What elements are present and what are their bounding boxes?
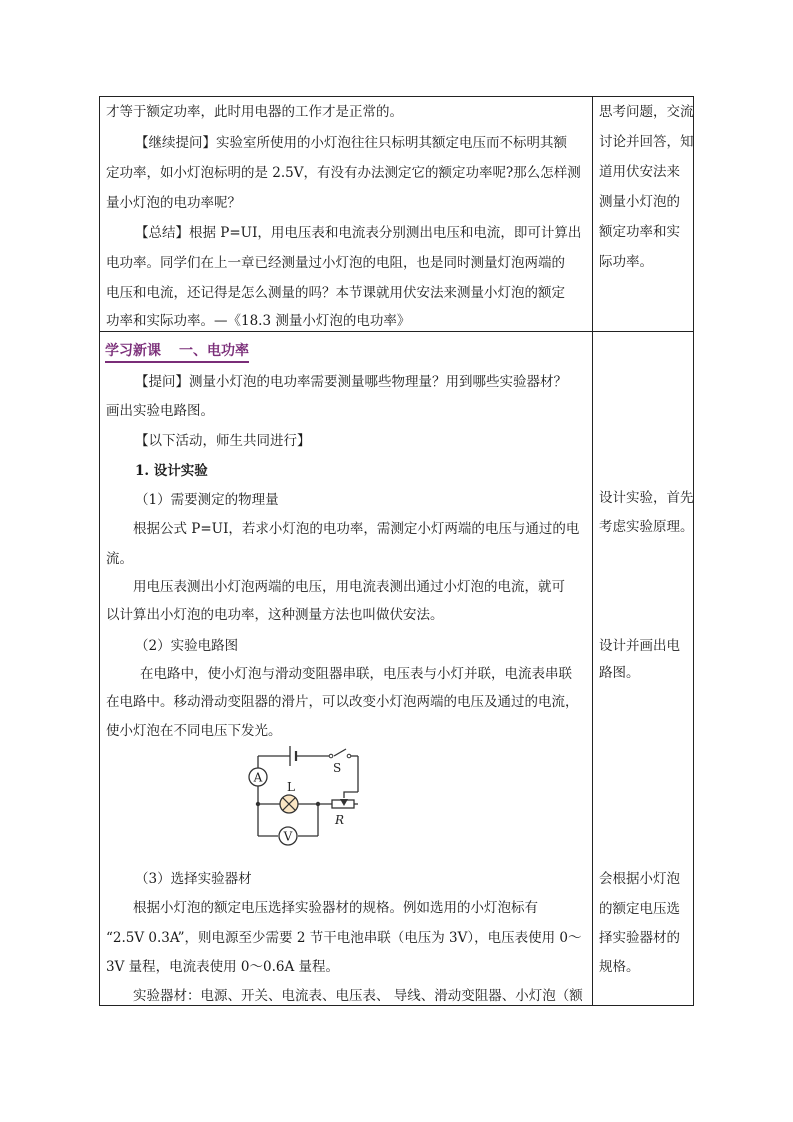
side2-note-a2: 考虑实验原理。 (599, 519, 694, 535)
para-3b: 在电路中。移动滑动变阻器的滑片，可以改变小灯泡两端的电压及通过的电流， (106, 694, 579, 710)
side-note-2: 讨论并回答，知 (599, 134, 694, 150)
junction-dot-right (316, 802, 320, 806)
para-3c: 使小灯泡在不同电压下发光。 (106, 723, 282, 739)
side2-note-c2: 的额定电压选 (599, 901, 680, 917)
rheostat-label: R (335, 813, 345, 827)
side-note-3: 道用伏安法来 (599, 164, 680, 180)
circuit-diagram (240, 740, 370, 852)
heading-design: 1. 设计实验 (135, 463, 208, 479)
para-3a: 在电路中，使小灯泡与滑动变阻器串联，电压表与小灯并联，电流表串联 (140, 666, 572, 682)
sub-heading-2: （2）实验电路图 (135, 638, 239, 654)
lamp-label: L (287, 780, 295, 794)
sub-heading-3: （3）选择实验器材 (135, 871, 252, 887)
para-2a: 用电压表测出小灯泡两端的电压，用电流表测出通过小灯泡的电流，就可 (133, 579, 565, 595)
side2-note-c1: 会根据小灯泡 (599, 871, 680, 887)
side2-note-c3: 择实验器材的 (599, 930, 680, 946)
section-heading (105, 342, 249, 363)
side-note-5: 额定功率和实 (599, 224, 680, 240)
switch-contact-right (347, 754, 351, 758)
para-4c: 3V 量程，电流表使用 0～0.6A 量程。 (106, 959, 340, 975)
para-1a: 根据公式 P=UI，若求小灯泡的电功率，需测定小灯两端的电压与通过的电 (133, 521, 580, 537)
junction-dot-left (256, 802, 260, 806)
row-divider (99, 331, 694, 332)
side2-note-b2: 路图。 (599, 665, 640, 681)
rheostat-slider-arrow (340, 799, 348, 806)
rheostat-slider-wire (344, 792, 358, 798)
para-2b: 以计算出小灯泡的电功率，这种测量方法也叫做伏安法。 (106, 607, 444, 623)
side2-note-a1: 设计实验，首先 (599, 490, 694, 506)
side-note-6: 际功率。 (599, 254, 653, 270)
upper-line-3: 定功率，如小灯泡标明的是 2.5V，有没有办法测定它的额定功率呢?那么怎样测 (106, 165, 581, 181)
upper-line-2: 【继续提问】实验室所使用的小灯泡往往只标明其额定电压而不标明其额 (135, 135, 567, 151)
equipment-line: 实验器材：电源、开关、电流表、电压表、 导线、滑动变阻器、小灯泡（额 (133, 988, 583, 1004)
side2-note-c4: 规格。 (599, 959, 640, 975)
side-note-1: 思考问题，交流 (599, 104, 694, 120)
switch-blade (334, 749, 346, 756)
column-divider (592, 96, 593, 1006)
upper-line-7: 电压和电流，还记得是怎么测量的吗？本节课就用伏安法来测量小灯泡的额定 (106, 285, 565, 301)
switch-label: S (333, 761, 342, 775)
para-4a: 根据小灯泡的额定电压选择实验器材的规格。例如选用的小灯泡标有 (133, 900, 538, 916)
upper-line-6: 电功率。同学们在上一章已经测量过小灯泡的电阻，也是同时测量灯泡两端的 (106, 255, 565, 271)
question-line-1: 【提问】测量小灯泡的电功率需要测量哪些物理量？用到哪些实验器材？ (135, 374, 567, 390)
activity-note: 【以下活动，师生共同进行】 (135, 433, 311, 449)
switch-contact-left (329, 754, 333, 758)
voltmeter-label: V (283, 829, 293, 844)
upper-line-5: 【总结】根据 P=UI，用电压表和电流表分别测出电压和电流，即可计算出 (135, 225, 582, 241)
upper-line-8: 功率和实际功率。—《18.3 测量小灯泡的电功率》 (106, 313, 411, 329)
side2-note-b1: 设计并画出电 (599, 638, 680, 654)
question-line-2: 画出实验电路图。 (106, 403, 214, 419)
side-note-4: 测量小灯泡的 (599, 194, 680, 210)
upper-line-4: 量小灯泡的电功率呢？ (106, 195, 241, 211)
section-title: 一、电功率 (179, 343, 249, 359)
sub-heading-1: （1）需要测定的物理量 (135, 492, 279, 508)
para-1b: 流。 (106, 551, 133, 567)
ammeter-label: A (253, 770, 263, 785)
upper-line-1: 才等于额定功率，此时用电器的工作才是正常的。 (106, 104, 403, 120)
para-4b: “2.5V 0.3A”，则电源至少需要 2 节干电池串联（电压为 3V），电压表使用 0～ (106, 930, 582, 946)
section-label: 学习新课 (105, 343, 161, 359)
